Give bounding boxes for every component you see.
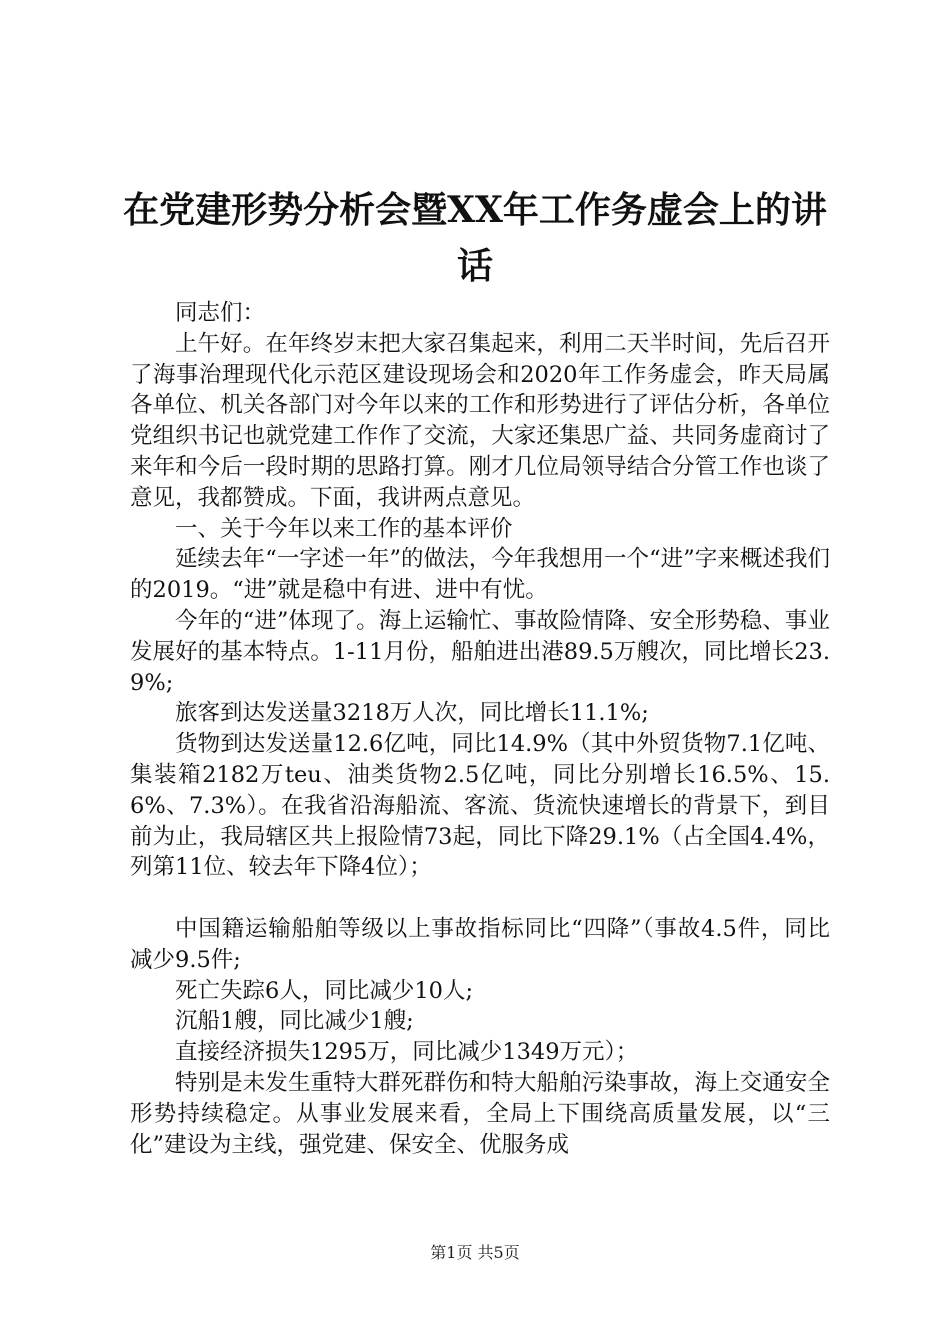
document-body <box>130 298 830 1160</box>
paragraph: 直接经济损失1295万，同比减少1349万元）； <box>175 1039 639 1066</box>
section-heading-1: 一、关于今年以来工作的基本评价 <box>175 515 513 542</box>
salutation: 同志们： <box>175 300 266 326</box>
paragraph: 中国籍运输船舶等级以上事故指标同比“四降”（事故4.5件，同比减少9.5件; <box>130 915 830 973</box>
page-footer: 第1页 共5页 <box>430 1243 520 1262</box>
paragraph: 沉船1艘，同比减少1艘; <box>175 1008 414 1035</box>
paragraph: 延续去年“一字述一年”的做法，今年我想用一个“进”字来概述我们的2019。“进”就是稳中有进、进中有忧。 <box>130 546 830 604</box>
paragraph: 死亡失踪6人，同比减少10人; <box>175 977 474 1004</box>
paragraph: 货物到达发送量12.6亿吨，同比14.9%（其中外贸货物7.1亿吨、集装箱2182万teu、油类货物2.5亿吨，同比分别增长16.5%、15.6%、7.3%）。在我省沿海船流、客流、货流快速增长的背景下，到目前为止，我局辖区共上报险情73起，同比下降29.1%（占全国4.4%，列第11位、较去年下降4位）； <box>130 731 830 881</box>
paragraph-opening: 上午好。在年终岁末把大家召集起来，利用二天半时间，先后召开了海事治理现代化示范区建设现场会和2020年工作务虚会，昨天局属各单位、机关各部门对今年以来的工作和形势进行了评估分析，各单位党组织书记也就党建工作作了交流，大家还集思广益、共同务虚商讨了来年和今后一段时期的思路打算。刚才几位局领导结合分管工作也谈了意见，我都赞成。下面，我讲两点意见。 <box>130 330 830 511</box>
paragraph: 特别是未发生重特大群死群伤和特大船舶污染事故，海上交通安全形势持续稳定。从事业发展来看，全局上下围绕高质量发展，以“三化”建设为主线，强党建、保安全、优服务成 <box>130 1069 830 1158</box>
document-title-line-2: 话 <box>456 245 493 287</box>
document-title-line-1: 在党建形势分析会暨XX年工作务虚会上的讲 <box>123 189 827 231</box>
paragraph: 今年的“进”体现了。海上运输忙、事故险情降、安全形势稳、事业发展好的基本特点。1-11月份，船舶进出港89.5万艘次，同比增长23.9%; <box>130 607 830 696</box>
paragraph: 旅客到达发送量3218万人次，同比增长11.1%; <box>175 700 649 727</box>
